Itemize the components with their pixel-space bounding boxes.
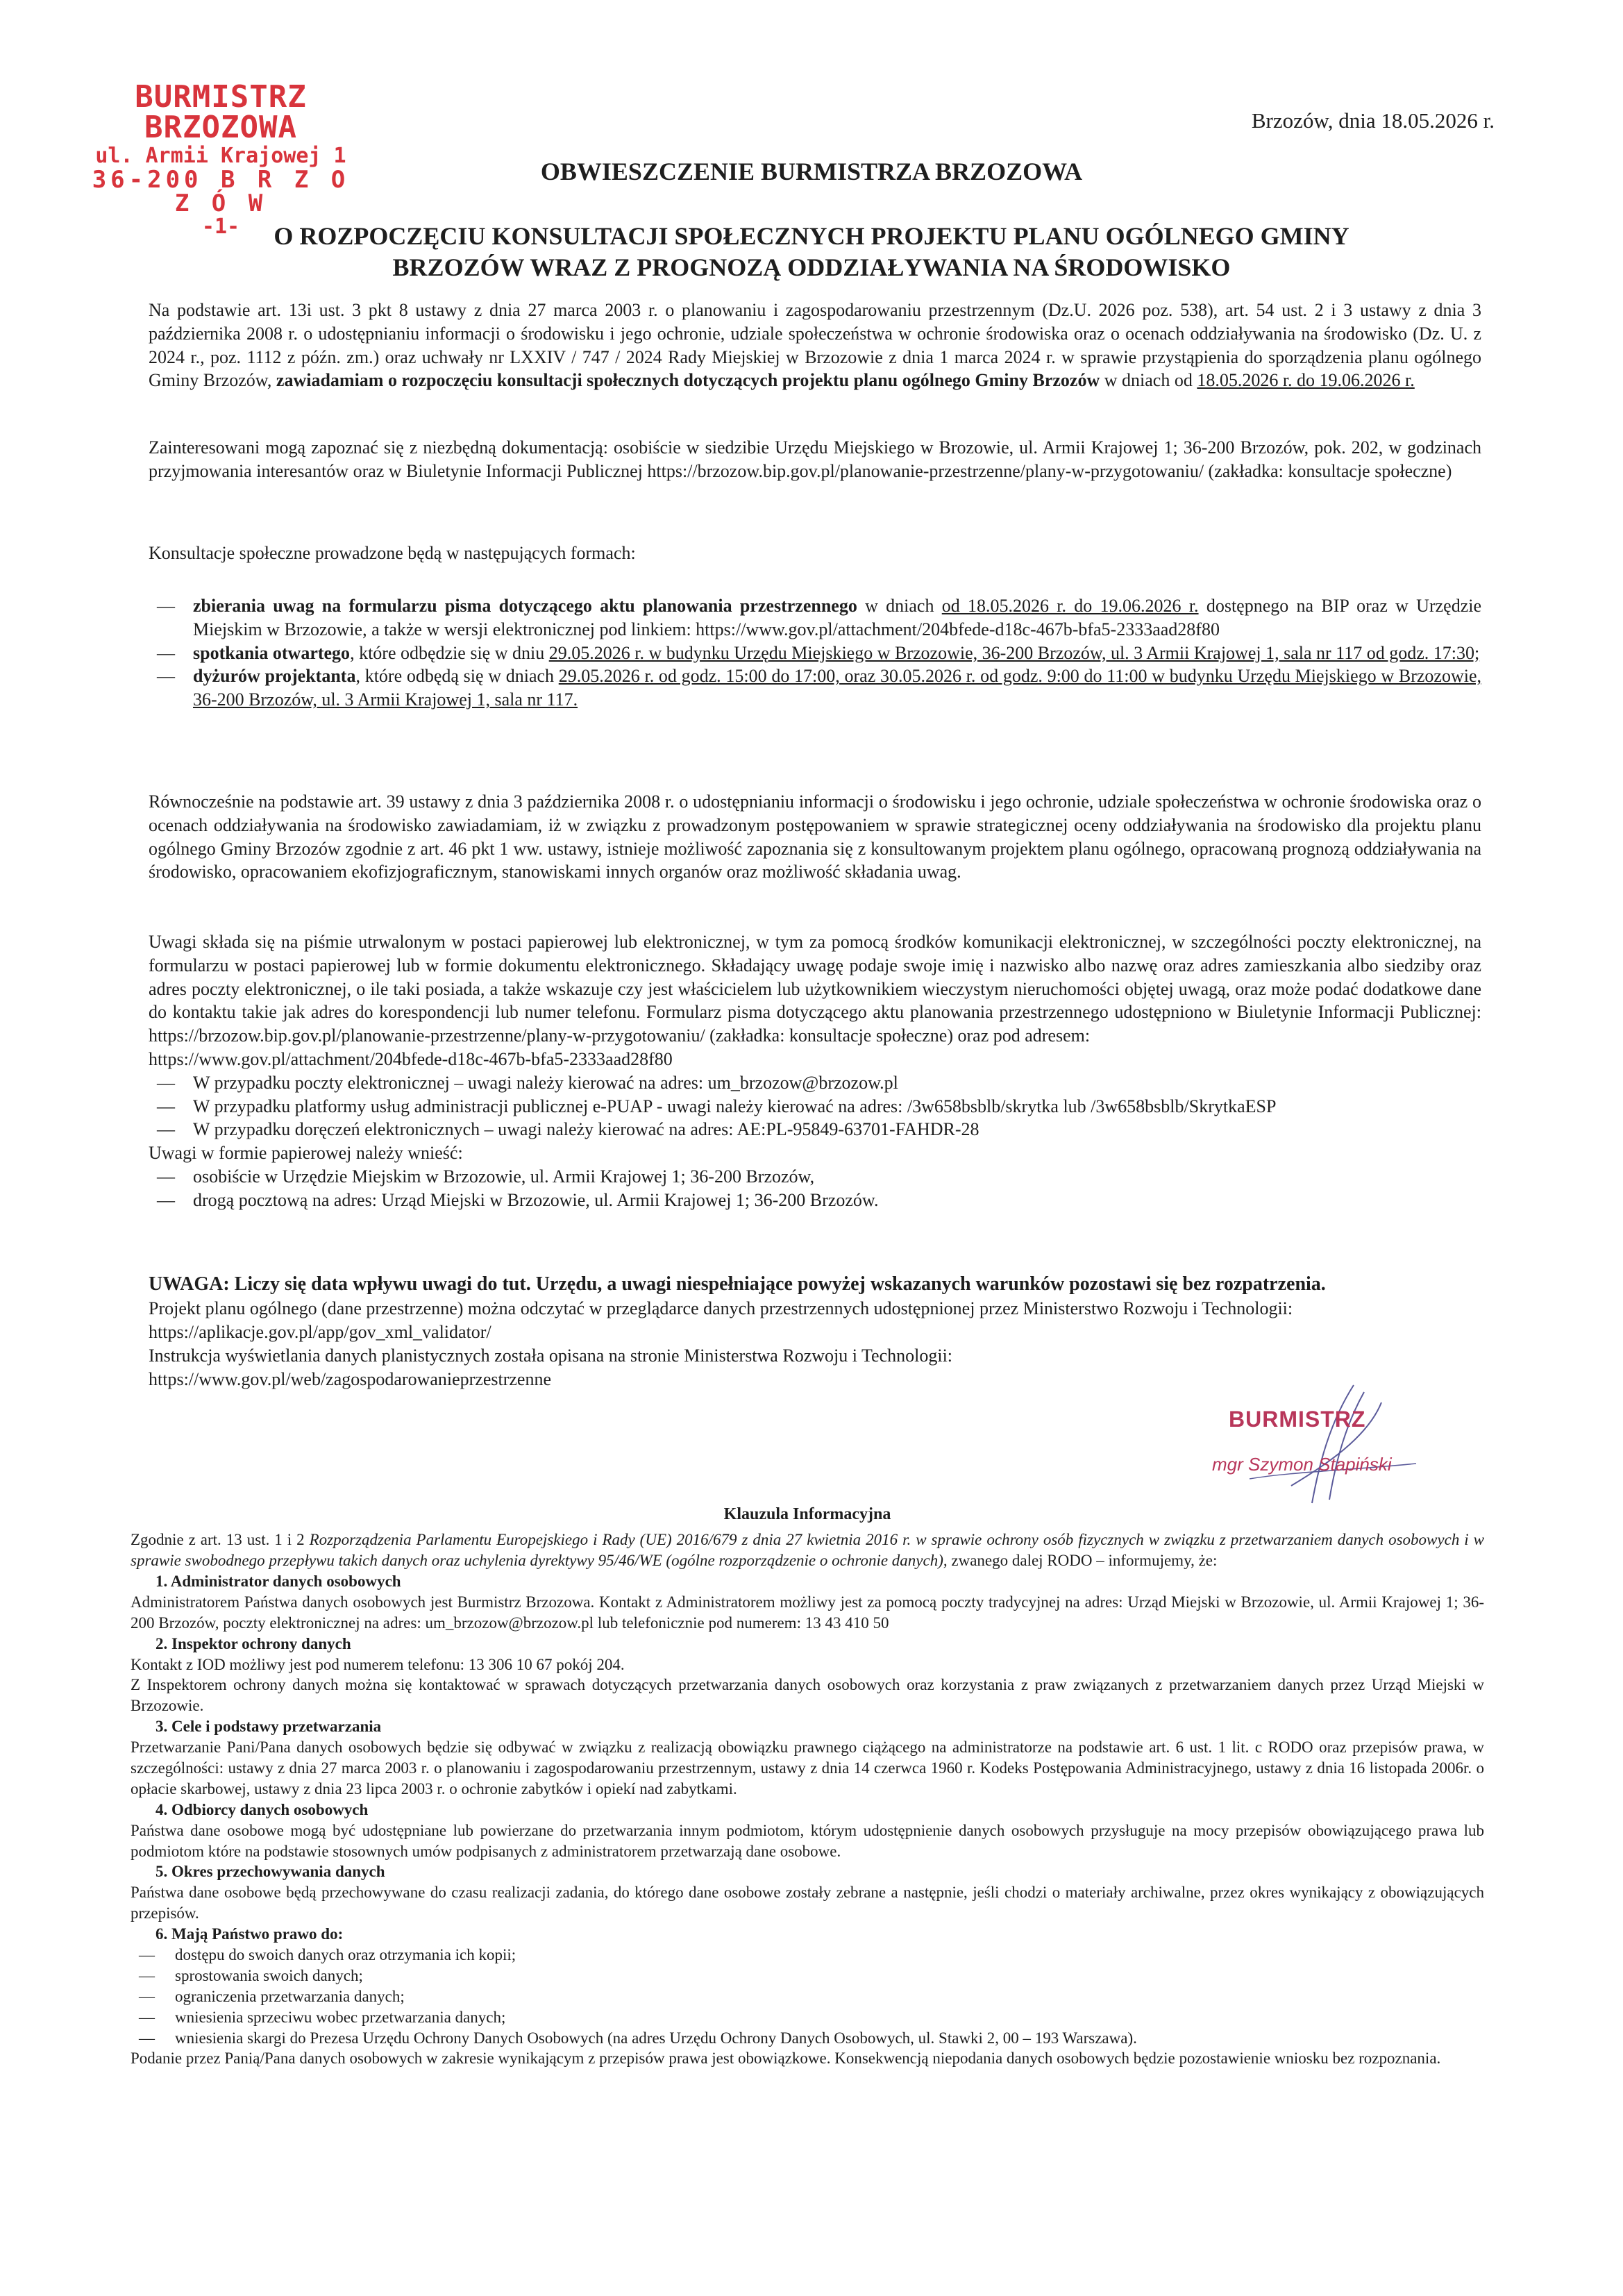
clause-intro: Zgodnie z art. 13 ust. 1 i 2 Rozporządzenia Parlamentu Europejskiego i Rady (UE) 2016/679 z dnia 27 kwietnia 2016 r. w sprawie ochrony osób fizycznych w związku z przetwarzaniem danych osobowych i w sprawie swobodnego przepływu takich danych oraz uchylenia dyrektywy 95/46/WE (ogólne rozporządzenie o ochronie danych), zwanego dalej RODO – informujemy, że: [131,1531,1484,1570]
clause-section-2-text-1: Kontakt z IOD możliwy jest pod numerem telefonu: 13 306 10 67 pokój 204. [131,1655,625,1673]
forms-intro [149,542,1481,565]
privacy-clause [131,1504,1484,2069]
signature-name: mgr Szymon Stapiński [1212,1454,1392,1475]
paper-option-1: — osobiście w Urzędzie Miejskim w Brzozowie, ul. Armii Krajowej 1; 36-200 Brzozów, [149,1165,1481,1189]
form-item-1: — zbierania uwag na formularzu pisma dotyczącego aktu planowania przestrzennego w dniach od 18.05.2026 r. do 19.06.2026 r. dostępnego na BIP oraz w Urzędzie Miejskim w Brzozowie, a także w wersji elektronicznej pod linkiem: https://www.gov.pl/attachment/204bfede-d18c-467b-bfa5-2333aad28f80 [149,594,1481,642]
clause-section-5-title: 5. Okres przechowywania danych [155,1863,385,1881]
clause-section-1-title: 1. Administrator danych osobowych [155,1572,401,1590]
project-line-1: Projekt planu ogólnego (dane przestrzenne) można odczytać w przeglądarce danych przestrzennych udostępnionej przez Ministerstwo Rozwoju i Technologii: [149,1298,1293,1319]
clause-section-4-title: 4. Odbiorcy danych osobowych [155,1800,369,1818]
simultaneous-paragraph [149,790,1481,884]
clause-section-4-text: Państwa dane osobowe mogą być udostępniane lub powierzane do przetwarzania innym podmiotom, którym udostępnienie danych osobowych przysługuje na mocy przepisów obowiązującego prawa lub podmiotom które na podstawie stosownych umów podpisanych z administratorem przetwarzają dane osobowe. [131,1821,1484,1860]
uwaga-section [149,1272,1481,1391]
stamp-line-1: BURMISTRZ BRZOZOWA [135,79,307,145]
project-line-2: Instrukcja wyświetlania danych planistycznych została opisana na stronie Ministerstwa Rozwoju i Technologii: [149,1345,953,1366]
intro-text-2: w dniach od [1100,370,1197,391]
intro-bold: zawiadamiam o rozpoczęciu konsultacji społecznych dotyczących projektu planu ogólnego Gminy Brzozów [276,370,1100,391]
signature-title: BURMISTRZ [1229,1407,1366,1432]
clause-section-3-text: Przetwarzanie Pani/Pana danych osobowych będzie się odbywać w związku z realizacją obowiązku prawnego ciążącego na administratorze na podstawie art. 6 ust. 1 lit. c RODO oraz przepisów prawa, w szczególności: ustawy z dnia 27 marca 2003 r. o planowaniu i zagospodarowaniu przestrzennym, ustawy z dnia 14 czerwca 1960 r. Kodeks Postępowania Administracyjnego, ustawy z dnia 16 listopada 2006r. o opłacie skarbowej, ustawy z dnia 23 lipca 2003 r. o ochronie zabytków i opiekí nad zabytkami. [131,1738,1484,1798]
access-paragraph [149,436,1481,483]
paper-intro: Uwagi w formie papierowej należy wnieść: [149,1143,463,1164]
right-item-1: — dostępu do swoich danych oraz otrzymania ich kopii; [131,1945,1484,1966]
right-item-3: — ograniczenia przetwarzania danych; [131,1986,1484,2007]
project-link-2: https://www.gov.pl/web/zagospodarowanieprzestrzenne [149,1368,552,1389]
stamp-line-2: ul. Armii Krajowej 1 [95,144,346,168]
document-date: Brzozów, dnia 18.05.2026 r. [1251,108,1495,133]
clause-section-3-title: 3. Cele i podstawy przetwarzania [155,1718,382,1736]
clause-section-6-title: 6. Mają Państwo prawo do: [155,1925,344,1943]
clause-section-2-text-2: Z Inspektorem ochrony danych można się kontaktować w sprawach dotyczących przetwarzania danych osobowych oraz korzystania z praw związanych z przetwarzaniem danych przez Urząd Miejski w Brzozowie. [131,1676,1484,1715]
clause-section-2-title: 2. Inspektor ochrony danych [155,1634,351,1652]
forms-intro-text: Konsultacje społeczne prowadzone będą w następujących formach: [149,543,636,563]
form-item-2: — spotkania otwartego, które odbędzie się w dniu 29.05.2026 r. w budynku Urzędu Miejskiego w Brzozowie, 36-200 Brzozów, ul. 3 Armii Krajowej 1, sala nr 117 od godz. 17:30; [149,642,1481,665]
document-subtitle: O ROZPOCZĘCIU KONSULTACJI SPOŁECZNYCH PROJEKTU PLANU OGÓLNEGO GMINY BRZOZÓW WRAZ Z PROGNOZĄ ODDZIAŁYWANIA NA ŚRODOWISKO [274,222,1349,281]
form-item-3: — dyżurów projektanta, które odbędą się w dniach 29.05.2026 r. od godz. 15:00 do 17:00, oraz 30.05.2026 r. od godz. 9:00 do 11:00 w budynku Urzędu Miejskiego w Brzozowie, 36-200 Brzozów, ul. 3 Armii Krajowej 1, sala nr 117. [149,664,1481,712]
intro-paragraph [149,299,1481,392]
clause-section-5-text: Państwa dane osobowe będą przechowywane do czasu realizacji zadania, do którego dane osobowe zostały zebrane a następnie, jeśli chodzi o materiały archiwalne, przez okres wynikający z obowiązujących przepisów. [131,1884,1484,1922]
intro-text-1: Na podstawie art. 13i ust. 3 pkt 8 ustawy z dnia 27 marca 2003 r. o planowaniu i zagospodarowaniu przestrzennym (Dz.U. 2026 poz. 538), art. 54 ust. 2 i 3 ustawy z dnia 3 października 2008 r. o udostępnianiu informacji o środowisku i jego ochronie, udziale społeczeństwa w ochronie środowiska oraz o ocenach oddziaływania na środowisko (Dz. U. z 2024 r., poz. 1112 z późn. zm.) oraz uchwały nr LXXIV / 747 / 2024 Rady Miejskiej w Brzozowie z dnia 1 marca 2024 r. w sprawie przystąpienia do sporządzenia planu ogólnego Gminy Brzozów, [149,300,1481,391]
project-link-1: https://aplikacje.gov.pl/app/gov_xml_validator/ [149,1322,491,1343]
right-item-5: — wniesienia skargi do Prezesa Urzędu Ochrony Danych Osobowych (na adres Urzędu Ochrony Danych Osobowych, ul. Stawki 2, 00 – 193 Warszawa). [131,2028,1484,2049]
clause-section-1-text: Administratorem Państwa danych osobowych jest Burmistrz Brzozowa. Kontakt z Administratorem możliwy jest za pomocą poczty tradycyjnej na adres: Urząd Miejski w Brzozowie, ul. Armii Krajowej 1; 36-200 Brzozów, poczty elektronicznej na adres: um_brzozow@brzozow.pl lub telefonicznie pod numerem: 13 43 410 50 [131,1593,1484,1632]
uwaga-notice: UWAGA: Liczy się data wpływu uwagi do tut. Urzędu, a uwagi niespełniające powyżej wskazanych warunków pozostawi się bez rozpatrzenia. [149,1273,1326,1295]
remarks-channel-2: — W przypadku platformy usług administracji publicznej e-PUAP - uwagi należy kierować na adres: /3w658bsblb/skrytka lub /3w658bsblb/SkrytkaESP [149,1095,1481,1118]
remarks-channel-3: — W przypadku doręczeń elektronicznych – uwagi należy kierować na adres: AE:PL-95849-63701-FAHDR-28 [149,1118,1481,1141]
intro-dates: 18.05.2026 r. do 19.06.2026 r. [1197,370,1415,391]
right-item-2: — sprostowania swoich danych; [131,1966,1484,1986]
remarks-text: Uwagi składa się na piśmie utrwalonym w postaci papierowej lub elektronicznej, w tym za pomocą środków komunikacji elektronicznej, w szczególności poczty elektronicznej, na formularzu w postaci papierowej lub w formie dokumentu elektronicznego. Składający uwagę podaje swoje imię i nazwisko albo nazwę oraz adres zamieszkania albo siedziby oraz adres poczty elektronicznej, o ile taki posiada, a także wskazuje czy jest właścicielem lub użytkownikiem wieczystym nieruchomości objętej uwagą, oraz może podać dodatkowe dane do kontaktu takie jak adres do korespondencji lub numer telefonu. Formularz pisma dotyczącego aktu planowania przestrzennego udostępniono w Biuletynie Informacji Publicznej: https://brzozow.bip.gov.pl/planowanie-przestrzenne/plany-w-przygotowaniu/ (zakładka: konsultacje społeczne) oraz pod adresem: [149,932,1481,1046]
remarks-section [149,930,1481,1212]
signature-scribble-icon [1208,1382,1444,1507]
remarks-channel-1: — W przypadku poczty elektronicznej – uwagi należy kierować na adres: um_brzozow@brzozow.pl [149,1071,1481,1095]
simultaneous-text: Równocześnie na podstawie art. 39 ustawy z dnia 3 października 2008 r. o udostępnianiu informacji o środowisku i jego ochronie, udziale społeczeństwa w ochronie środowiska oraz o ocenach oddziaływania na środowisko zawiadamiam, iż w związku z prowadzonym postępowaniem w sprawie strategicznej oceny oddziaływania na środowisko dla projektu planu ogólnego Gminy Brzozów zgodnie z art. 46 pkt 1 ww. ustawy, istnieje możliwość zapoznania się z konsultowanym projektem planu ogólnego, opracowaną prognozą oddziaływania na środowisko, opracowaniem ekofizjograficznym, stanowiskami innych organów oraz możliwość składania uwag. [149,791,1481,882]
right-item-4: — wniesienia sprzeciwu wobec przetwarzania danych; [131,2007,1484,2028]
stamp-line-3: 36-200 B R Z O Z Ó W [92,166,350,217]
clause-final: Podanie przez Panią/Pana danych osobowych w zakresie wynikającym z przepisów prawa jest obowiązkowe. Konsekwencją niepodania danych osobowych będzie pozostawienie wniosku bez rozpoznania. [131,2050,1441,2068]
access-text: Zainteresowani mogą zapoznać się z niezbędną dokumentacją: osobiście w siedzibie Urzędu Miejskiego w Brozowie, ul. Armii Krajowej 1; 36-200 Brzozów, pok. 202, w godzinach przyjmowania interesantów oraz w Biuletynie Informacji Publicznej https://brzozow.bip.gov.pl/planowanie-przestrzenne/plany-w-przygotowaniu/ (zakładka: konsultacje społeczne) [149,437,1481,481]
document-title: OBWIESZCZENIE BURMISTRZA BRZOZOWA [540,158,1083,185]
signature-block [1208,1382,1444,1507]
remarks-link: https://www.gov.pl/attachment/204bfede-d18c-467b-bfa5-2333aad28f80 [149,1048,673,1069]
forms-list [149,594,1481,712]
paper-option-2: — drogą pocztową na adres: Urząd Miejski w Brzozowie, ul. Armii Krajowej 1; 36-200 Brzozów. [149,1189,1481,1212]
clause-heading: Klauzula Informacyjna [723,1505,891,1523]
stamp-line-4: -1- [201,215,240,239]
